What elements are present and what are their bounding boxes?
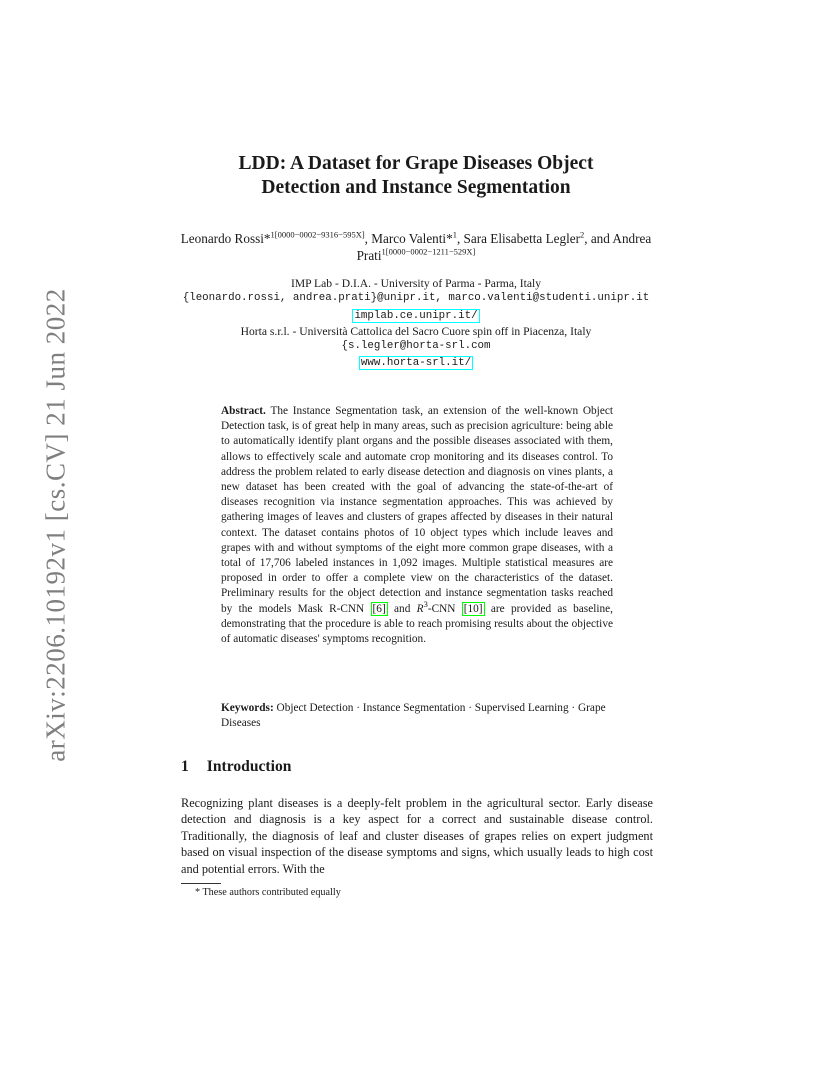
abstract-text-c: -CNN: [427, 602, 462, 615]
author-4: , and Andrea Prati: [356, 231, 652, 263]
abstract-text-a: The Instance Segmentation task, an extension of the well-known Object Detection task, is of great help in many areas, such as precision agriculture: being able to automatically identify plant organs and the possible diseases associated with them, allows to effectively scale and automate crop monitoring and its diseases control. To address the problem related to early disease detection and diagnosis on vines plants, a new dataset has been created with the goal of advancing the state-of-the-art of diseases recognition via instance segmentation approaches. This was achieved by gathering images of leaves and clusters of grapes affected by diseases in their natural context. The dataset contains photos of 10 object types which include leaves and grapes with and without symptoms of the eight more common grape diseases, with a total of 17,706 labeled instances in 1,092 images. Multiple statistical measures are proposed in order to offer a complete view on the characteristics of the dataset. Preliminary results for the object detection and instance segmentation tasks reached by the models Mask R-CNN: [221, 405, 613, 615]
footnote: * These authors contributed equally: [195, 887, 341, 898]
author-list: [170, 230, 662, 264]
affiliation-1: IMP Lab - D.I.A. - University of Parma - Parma, Italy: [290, 277, 542, 290]
affiliations: [140, 276, 692, 372]
keywords-text: Object Detection · Instance Segmentation · Supervised Learning · Grape Diseases: [221, 702, 606, 730]
abstract-text-b: and: [387, 602, 417, 615]
author-1: Leonardo Rossi*: [180, 231, 271, 246]
abstract-label: Abstract.: [221, 405, 266, 417]
abstract-text-d: are provided as baseline, demonstrating that the procedure is able to reach promising results about the objective of automatic diseases' symptoms recognition.: [221, 602, 613, 646]
author-2-affiliation: 1: [452, 229, 457, 240]
author-3: , Sara Elisabetta Legler: [456, 231, 580, 246]
citation-link-6[interactable]: [6]: [372, 602, 386, 615]
arxiv-identifier: arXiv:2206.10192v1 [cs.CV] 21 Jun 2022: [40, 288, 71, 762]
citation-link-10[interactable]: [10]: [463, 602, 483, 615]
footnote-rule: [181, 883, 221, 884]
keywords: [221, 701, 613, 731]
affiliation-2: Horta s.r.l. - Università Cattolica del Sacro Cuore spin off in Piacenza, Italy: [240, 324, 592, 338]
section-title: Introduction: [206, 758, 292, 775]
implab-link[interactable]: implab.ce.unipr.it/: [354, 309, 478, 322]
intro-paragraph: Recognizing plant diseases is a deeply-felt problem in the agricultural sector. Early disease detection and diagnosis is a key aspect for a correct and sustainable disease control. Traditionally, the diagnosis of leaf and cluster diseases of grapes relies on expert judgment based on visual inspection of the disease symptoms and signs, which usually leads to high cost and potential errors. With the: [181, 796, 653, 876]
emails-1: {leonardo.rossi, andrea.prati}@unipr.it, marco.valenti@studenti.unipr.it: [182, 292, 650, 305]
title-line-1: LDD: A Dataset for Grape Diseases Object: [238, 153, 594, 174]
author-4-affiliation: 1[0000−0002−1211−529X]: [381, 246, 476, 257]
r3-base: R: [416, 602, 424, 615]
section-heading: [181, 758, 291, 776]
keywords-label: Keywords:: [221, 702, 274, 714]
section-number: 1: [181, 758, 189, 775]
r3-superscript: 3: [423, 598, 428, 609]
paper-title: [110, 152, 722, 200]
abstract: [221, 404, 613, 647]
author-3-affiliation: 2: [579, 229, 585, 240]
author-1-affiliation: 1[0000−0002−9316−595X]: [270, 229, 365, 240]
emails-2: {s.legler@horta-srl.com: [341, 340, 491, 353]
title-line-2: Detection and Instance Segmentation: [261, 177, 571, 198]
author-2: , Marco Valenti*: [364, 231, 453, 246]
horta-link[interactable]: www.horta-srl.it/: [360, 357, 472, 370]
